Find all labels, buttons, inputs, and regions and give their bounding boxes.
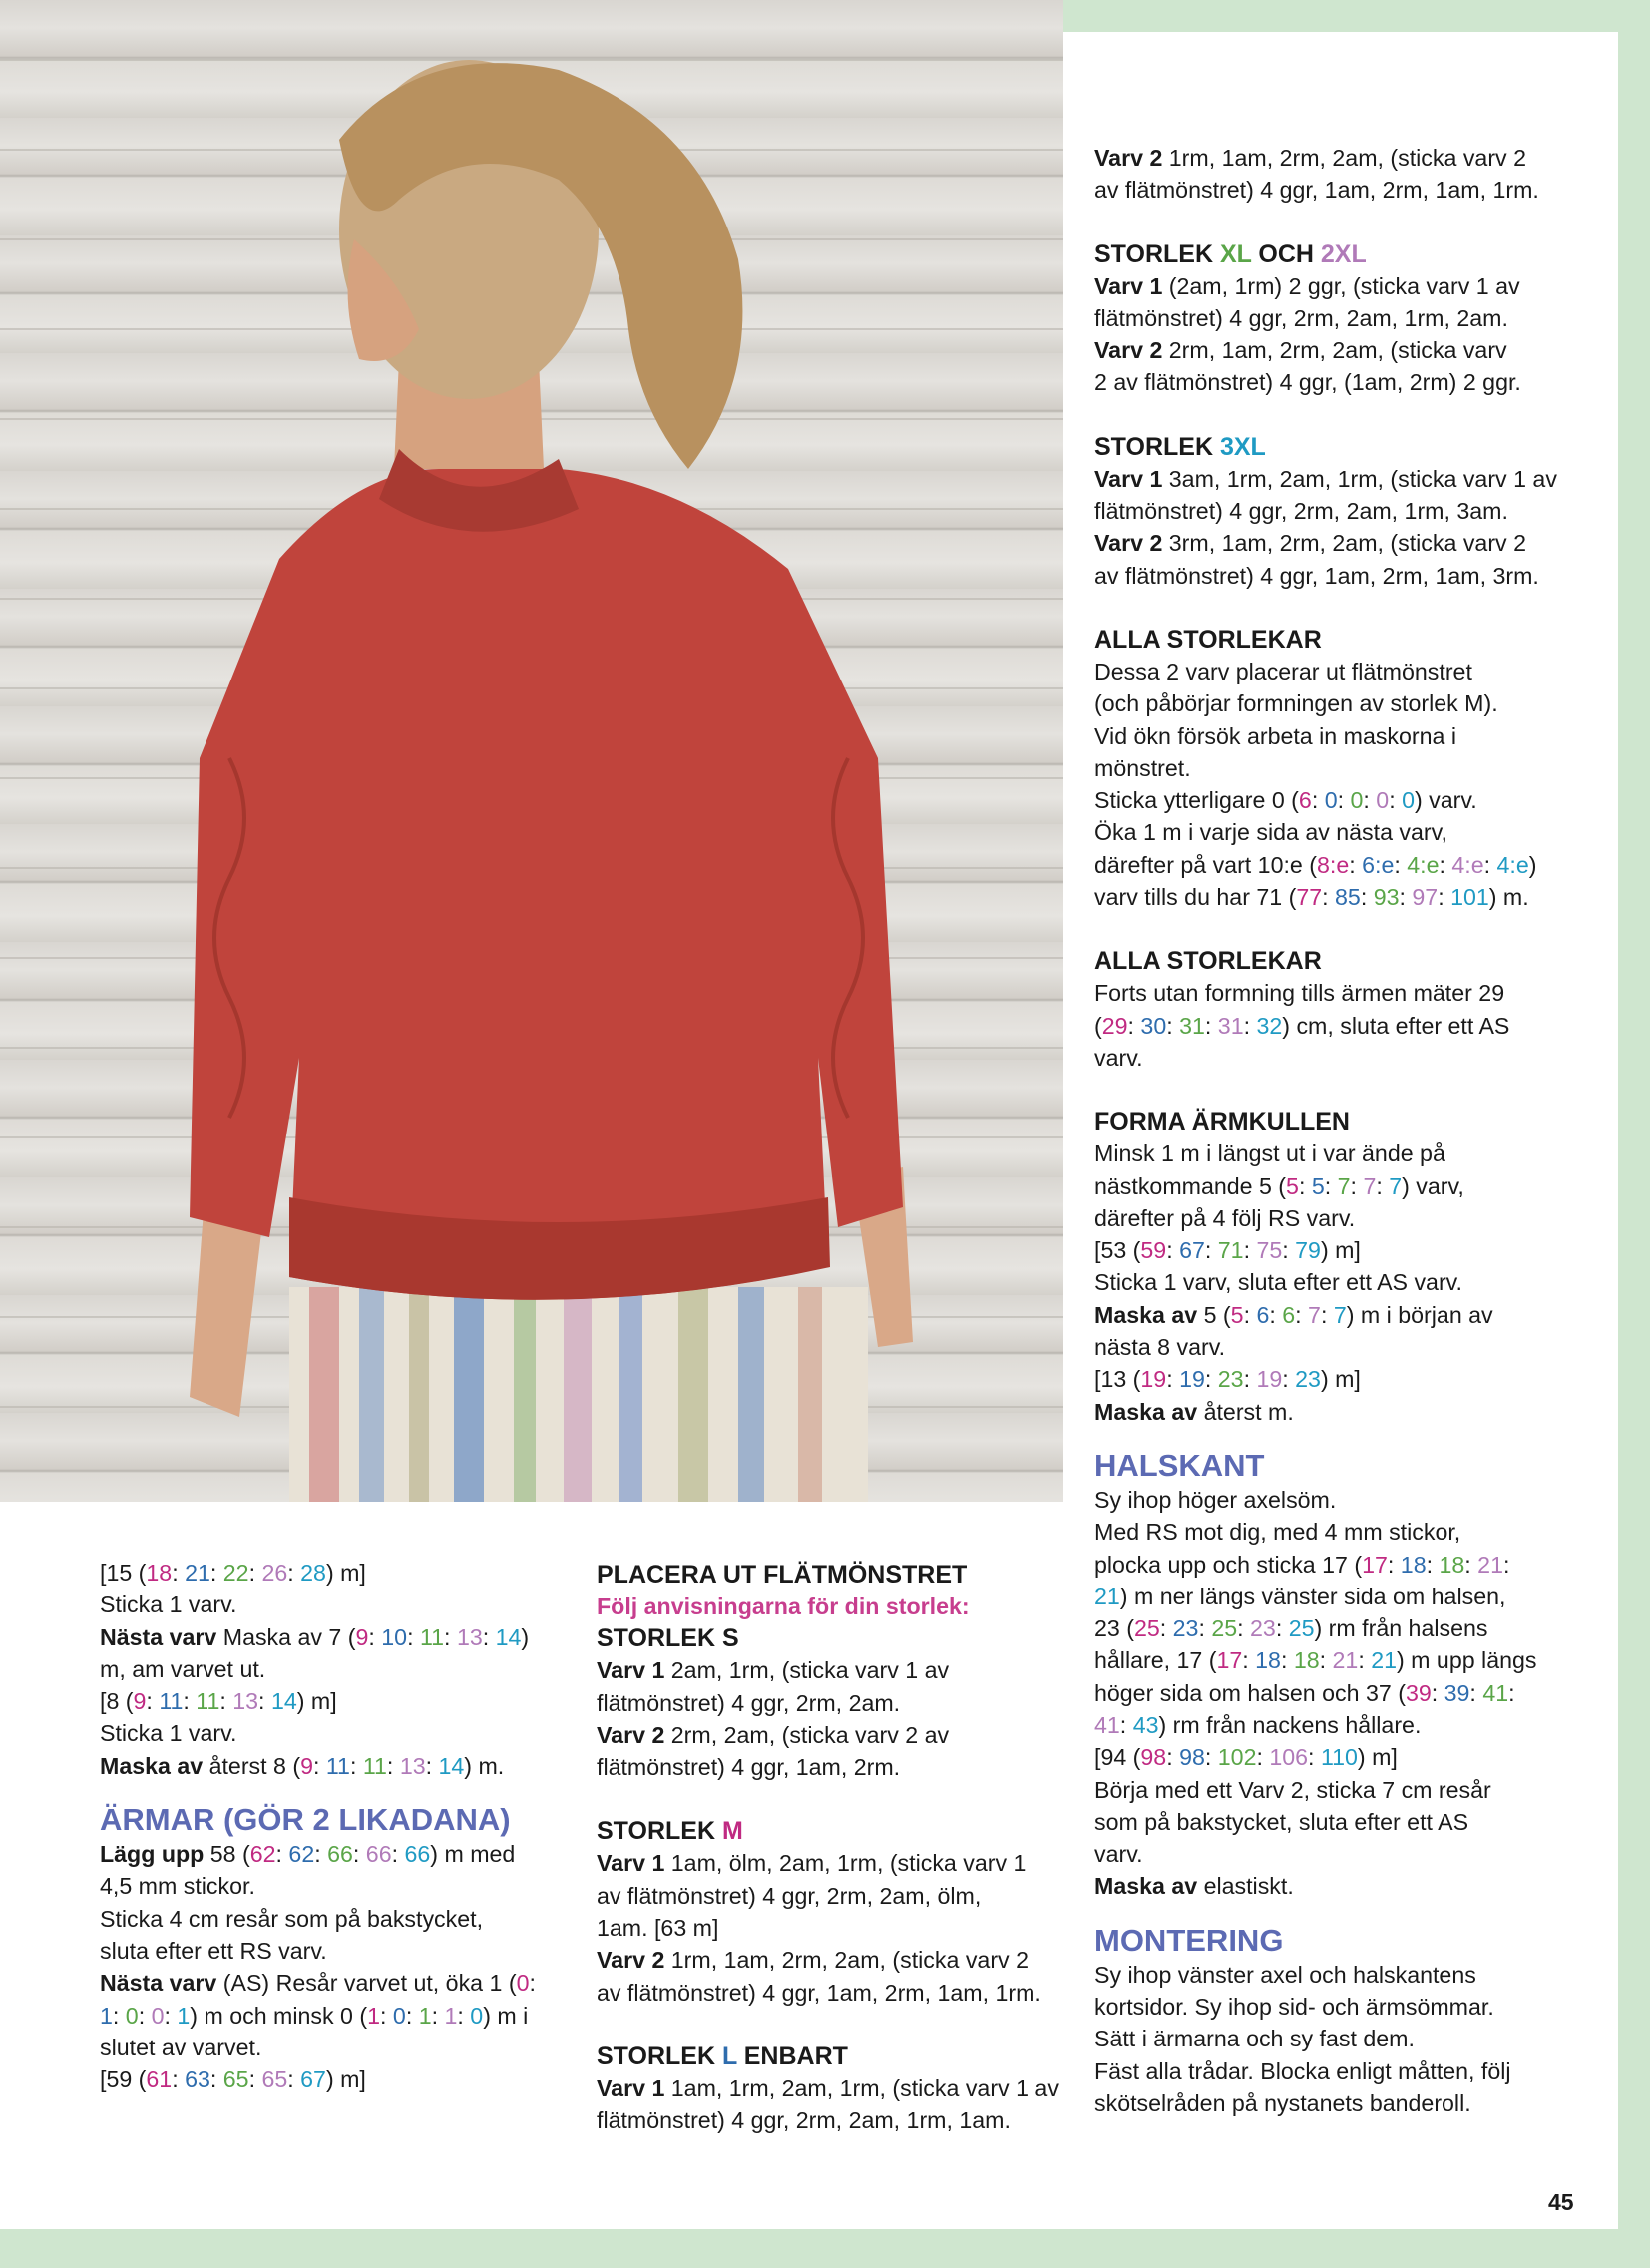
text-line: hållare, 17 (17: 18: 18: 21: 21) m upp längs xyxy=(1094,1647,1537,1674)
text-line: Varv 1 1am, ölm, 2am, 1rm, (sticka varv 1 xyxy=(597,1850,1027,1877)
text-line: plocka upp och sticka 17 (17: 18: 18: 21: xyxy=(1094,1551,1510,1578)
text-line: varv. xyxy=(1094,1044,1143,1071)
middle-column xyxy=(597,1559,1065,2137)
text-line: Sticka 1 varv. xyxy=(100,1720,237,1747)
text-line: 41: 43) rm från nackens hållare. xyxy=(1094,1711,1422,1738)
text-line: av flätmönstret) 4 ggr, 2rm, 2am, ölm, xyxy=(597,1882,982,1909)
text-line: av flätmönstret) 4 ggr, 1am, 2rm, 1am, 1rm. xyxy=(597,1979,1041,2006)
size-heading-xl-2xl: STORLEK XL OCH 2XL xyxy=(1094,239,1367,268)
text-line: Varv 2 2rm, 1am, 2rm, 2am, (sticka varv xyxy=(1094,337,1507,364)
text-line: Fäst alla trådar. Blocka enligt måtten, följ xyxy=(1094,2057,1511,2084)
text-line: Med RS mot dig, med 4 mm stickor, xyxy=(1094,1519,1461,1546)
text-line: flätmönstret) 4 ggr, 2rm, 2am, 1rm, 2am. xyxy=(1094,304,1508,331)
text-line: 1: 0: 0: 1) m och minsk 0 (1: 0: 1: 1: 0) m i xyxy=(100,2002,529,2029)
text-line: Varv 2 3rm, 1am, 2rm, 2am, (sticka varv 2 xyxy=(1094,530,1526,557)
striped-skirt xyxy=(289,1287,868,1502)
text-line: Maska av elastiskt. xyxy=(1094,1873,1294,1900)
text-line: som på bakstycket, sluta efter ett AS xyxy=(1094,1808,1469,1835)
text-line: Lägg upp 58 (62: 62: 66: 66: 66) m med xyxy=(100,1841,516,1868)
text-line: (29: 30: 31: 31: 32) cm, sluta efter ett AS xyxy=(1094,1012,1510,1039)
text-line: skötselråden på nystanets banderoll. xyxy=(1094,2089,1471,2116)
text-line: Maska av återst 8 (9: 11: 11: 13: 14) m. xyxy=(100,1752,505,1779)
section-heading-assembly: MONTERING xyxy=(1094,1922,1284,1958)
text-line: [15 (18: 21: 22: 26: 28) m] xyxy=(100,1560,366,1586)
text-line: Varv 1 2am, 1rm, (sticka varv 1 av xyxy=(597,1657,950,1684)
model-back-view-photo xyxy=(0,0,1063,1502)
text-line: Sätt i ärmarna och sy fast dem. xyxy=(1094,2026,1415,2052)
text-line: flätmönstret) 4 ggr, 2rm, 2am, 1rm, 1am. xyxy=(597,2107,1011,2134)
text-line: Minsk 1 m i längst ut i var ände på xyxy=(1094,1140,1445,1167)
text-line: kortsidor. Sy ihop sid- och ärmsömmar. xyxy=(1094,1994,1494,2021)
text-line: 21) m ner längs vänster sida om halsen, xyxy=(1094,1583,1506,1609)
text-line: [53 (59: 67: 71: 75: 79) m] xyxy=(1094,1237,1361,1264)
text-line: Sy ihop höger axelsöm. xyxy=(1094,1486,1337,1513)
text-line: nästkommande 5 (5: 5: 7: 7: 7) varv, xyxy=(1094,1172,1464,1199)
size-heading-3xl: STORLEK 3XL xyxy=(1094,432,1266,461)
text-line: nästa 8 varv. xyxy=(1094,1334,1226,1361)
sleeve-cap-heading: FORMA ÄRMKULLEN xyxy=(1094,1108,1350,1136)
text-line: varv tills du har 71 (77: 85: 93: 97: 101) m. xyxy=(1094,884,1529,911)
text-line: [13 (19: 19: 23: 19: 23) m] xyxy=(1094,1366,1361,1393)
text-line: Varv 1 1am, 1rm, 2am, 1rm, (sticka varv 1 av xyxy=(597,2074,1059,2101)
text-line: mönstret. xyxy=(1094,754,1191,781)
text-line: [8 (9: 11: 11: 13: 14) m] xyxy=(100,1688,337,1715)
text-line: av flätmönstret) 4 ggr, 1am, 2rm, 1am, 1rm. xyxy=(1094,177,1539,204)
text-line: 4,5 mm stickor. xyxy=(100,1873,255,1900)
section-heading-cable-placement: PLACERA UT FLÄTMÖNSTRET xyxy=(597,1561,968,1588)
left-column xyxy=(100,1557,536,2095)
all-sizes-heading: ALLA STORLEKAR xyxy=(1094,947,1322,976)
text-line: Varv 1 3am, 1rm, 2am, 1rm, (sticka varv 1 av xyxy=(1094,465,1557,492)
text-line: Sticka 1 varv. xyxy=(100,1591,237,1618)
size-heading-m: STORLEK M xyxy=(597,1817,743,1846)
text-line: flätmönstret) 4 ggr, 2rm, 2am, 1rm, 3am. xyxy=(1094,498,1508,525)
text-line: slutet av varvet. xyxy=(100,2034,262,2060)
text-line: därefter på vart 10:e (8:e: 6:e: 4:e: 4:e: 4:e) xyxy=(1094,851,1537,878)
text-line: Maska av 5 (5: 6: 6: 7: 7) m i början av xyxy=(1094,1301,1493,1328)
text-line: Forts utan formning tills ärmen mäter 29 xyxy=(1094,980,1505,1007)
section-heading-neckband: HALSKANT xyxy=(1094,1447,1265,1483)
text-line: flätmönstret) 4 ggr, 1am, 2rm. xyxy=(597,1754,901,1781)
text-line: Varv 2 1rm, 1am, 2rm, 2am, (sticka varv 2 xyxy=(597,1947,1029,1974)
text-line: Varv 1 (2am, 1rm) 2 ggr, (sticka varv 1 av xyxy=(1094,272,1520,299)
instruction-subheading: Följ anvisningarna för din storlek: xyxy=(597,1593,970,1619)
text-line: (och påbörjar formningen av storlek M). xyxy=(1094,690,1498,717)
text-line: 23 (25: 23: 25: 23: 25) rm från halsens xyxy=(1094,1615,1488,1642)
text-line: m, am varvet ut. xyxy=(100,1655,266,1682)
text-line: 2 av flätmönstret) 4 ggr, (1am, 2rm) 2 ggr. xyxy=(1094,369,1521,396)
text-line: Nästa varv Maska av 7 (9: 10: 11: 13: 14) xyxy=(100,1623,530,1650)
text-line: Öka 1 m i varje sida av nästa varv, xyxy=(1094,819,1447,846)
size-heading-l: STORLEK L ENBART xyxy=(597,2041,848,2070)
size-heading-s: STORLEK S xyxy=(597,1624,739,1653)
text-line: Sy ihop vänster axel och halskantens xyxy=(1094,1961,1476,1988)
text-line: Vid ökn försök arbeta in maskorna i xyxy=(1094,722,1457,749)
text-line: Varv 2 1rm, 1am, 2rm, 2am, (sticka varv 2 xyxy=(1094,145,1526,171)
text-line: 1am. [63 m] xyxy=(597,1915,719,1942)
text-line: flätmönstret) 4 ggr, 2rm, 2am. xyxy=(597,1689,901,1716)
text-line: av flätmönstret) 4 ggr, 1am, 2rm, 1am, 3rm. xyxy=(1094,562,1539,589)
page-number: 45 xyxy=(1548,2189,1574,2215)
section-heading-sleeves: ÄRMAR (GÖR 2 LIKADANA) xyxy=(100,1802,511,1838)
text-line: Börja med ett Varv 2, sticka 7 cm resår xyxy=(1094,1776,1491,1803)
text-line: [94 (98: 98: 102: 106: 110) m] xyxy=(1094,1744,1398,1771)
text-line: Sticka 4 cm resår som på bakstycket, xyxy=(100,1905,484,1932)
text-line: höger sida om halsen och 37 (39: 39: 41: xyxy=(1094,1679,1515,1706)
text-line: Varv 2 2rm, 2am, (sticka varv 2 av xyxy=(597,1721,950,1748)
photo-illustration xyxy=(0,0,1063,1502)
text-line: Sticka 1 varv, sluta efter ett AS varv. xyxy=(1094,1269,1462,1296)
text-line: sluta efter ett RS varv. xyxy=(100,1937,327,1964)
text-line: [59 (61: 63: 65: 65: 67) m] xyxy=(100,2066,366,2093)
text-line: Maska av återst m. xyxy=(1094,1398,1294,1425)
text-line: varv. xyxy=(1094,1841,1143,1868)
all-sizes-heading: ALLA STORLEKAR xyxy=(1094,625,1322,654)
text-line: Sticka ytterligare 0 (6: 0: 0: 0: 0) varv. xyxy=(1094,787,1477,814)
text-line: därefter på 4 följ RS varv. xyxy=(1094,1204,1356,1231)
text-line: Nästa varv (AS) Resår varvet ut, öka 1 (0: xyxy=(100,1970,536,1997)
right-column xyxy=(1094,142,1593,2119)
text-line: Dessa 2 varv placerar ut flätmönstret xyxy=(1094,658,1472,684)
